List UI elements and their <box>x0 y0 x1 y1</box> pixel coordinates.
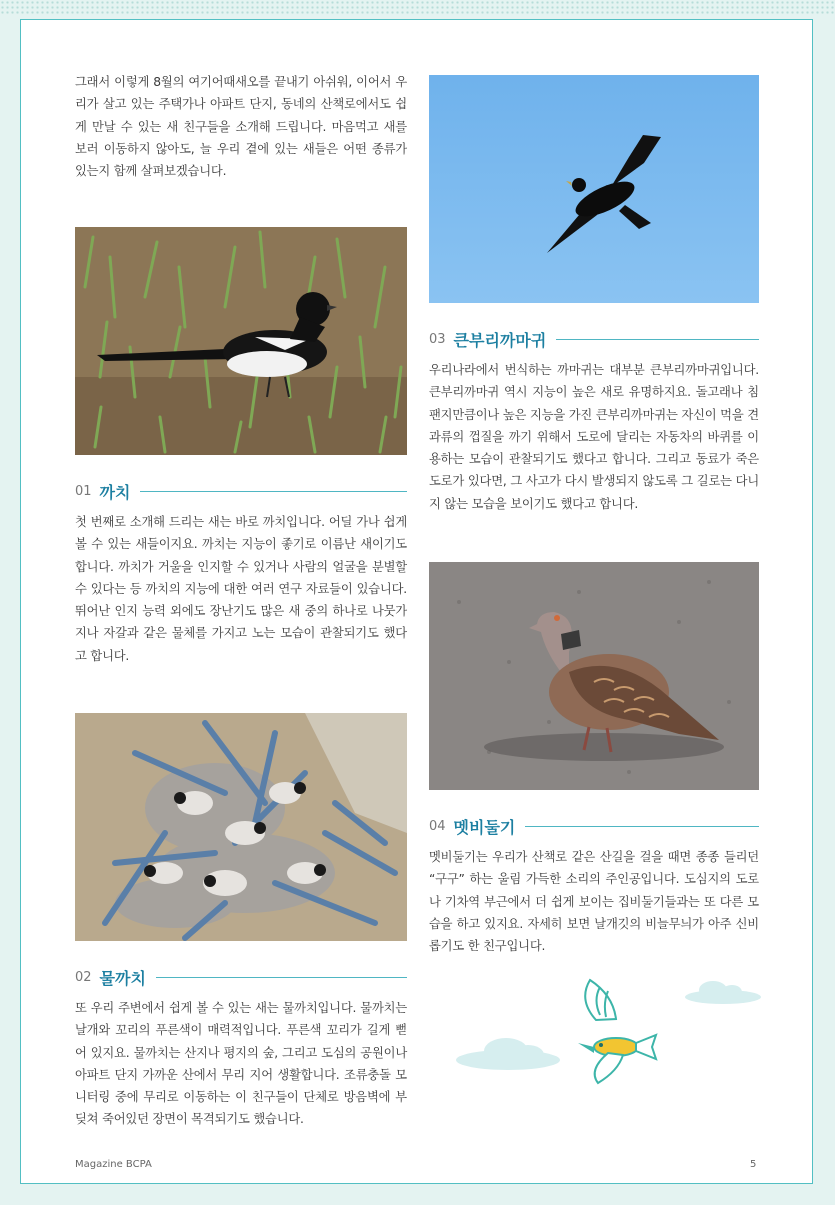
heading-rule <box>140 491 407 492</box>
top-dots-decoration <box>0 0 835 14</box>
section-title: 물까치 <box>99 968 146 988</box>
section-number: 01 <box>75 483 92 499</box>
section-number: 03 <box>429 331 446 347</box>
azure-winged-magpie-paragraph: 또 우리 주변에서 쉽게 볼 수 있는 새는 물까치입니다. 물까치는 날개와 꼬리의 푸른색이 매력적입니다. 푸른색 꼬리가 길게 뻗어 있지요. 물까치는 산지나 평지의 숲, 그리고 도심의 공원이나 아파트 단지 가까운 산에서 무리 지어 생활합니다. 조류충돌 모니터링 중에 무리로 이동하는 이 친구들이 단체로 방음벽에 부딪쳐 죽어있던 장면이 목격되기도 했습니다. <box>75 1001 407 1127</box>
heading-rule <box>156 977 407 978</box>
heading-rule <box>556 339 759 340</box>
azure-winged-magpie-photo <box>75 713 407 941</box>
magazine-name: Magazine BCPA <box>75 1159 152 1170</box>
dove-photo <box>429 562 759 790</box>
section-title: 큰부리까마귀 <box>453 330 547 350</box>
section-number: 04 <box>429 818 446 834</box>
magpie-photo <box>75 227 407 455</box>
bird-icon <box>578 980 656 1083</box>
magpie-paragraph: 첫 번째로 소개해 드리는 새는 바로 까치입니다. 어딜 가나 쉽게 볼 수 있는 새들이지요. 까치는 지능이 좋기로 이름난 새이기도 합니다. 까치가 거울을 인지할 수 있거나 사람의 얼굴을 분별할 수 있다는 등 까치의 지능에 대한 여러 연구 자료들이 있습니다. 뛰어난 인지 능력 외에도 장난기도 많은 새 중의 하나로 나뭇가지나 자갈과 같은 물체를 가지고 노는 모습이 관찰되기도 했다고 합니다. <box>75 515 407 663</box>
section-heading-crow <box>429 327 759 351</box>
flying-bird-illustration <box>448 975 768 1095</box>
heading-rule <box>525 826 759 827</box>
section-heading-dove <box>429 814 759 838</box>
section-heading-azure-winged-magpie <box>75 965 407 989</box>
crow-paragraph: 우리나라에서 번식하는 까마귀는 대부분 큰부리까마귀입니다. 큰부리까마귀 역시 지능이 높은 새로 유명하지요. 돌고래나 침팬지만큼이나 높은 지능을 가진 큰부리까마귀는 자신이 먹을 견과류의 껍질을 까기 위해서 도로에 달리는 자동차의 바퀴를 이용하는 모습이 관찰되기도 했다고 합니다. 그리고 동료가 죽은 도로가 있다면, 그 사고가 다시 발생되지 않도록 그 길로는 다니지 않는 모습을 보이기도 했다고 합니다. <box>429 363 759 511</box>
intro-paragraph: 그래서 이렇게 8월의 여기어때새오를 끝내기 아쉬워, 이어서 우리가 살고 있는 주택가나 아파트 단지, 동네의 산책로에서도 쉽게 만날 수 있는 새 친구들을 소개해 드립니다. 마음먹고 새를 보러 이동하지 않아도, 늘 우리 곁에 있는 새들은 어떤 종류가 있는지 함께 살펴보겠습니다. <box>75 75 407 179</box>
section-heading-magpie <box>75 479 407 503</box>
section-title: 멧비둘기 <box>453 817 516 837</box>
page-number: 5 <box>750 1159 757 1170</box>
section-number: 02 <box>75 969 92 985</box>
dove-paragraph: 멧비둘기는 우리가 산책로 같은 산길을 걸을 때면 종종 들리던 “구구” 하는 울림 가득한 소리의 주인공입니다. 도심지의 도로나 기차역 부근에서 더 쉽게 보이는 집비둘기들과는 또 다른 모습을 하고 있지요. 자세히 보면 날개깃의 비늘무늬가 아주 신비롭기도 한 친구입니다. <box>429 850 759 954</box>
section-title: 까치 <box>99 482 131 502</box>
crow-photo <box>429 75 759 303</box>
